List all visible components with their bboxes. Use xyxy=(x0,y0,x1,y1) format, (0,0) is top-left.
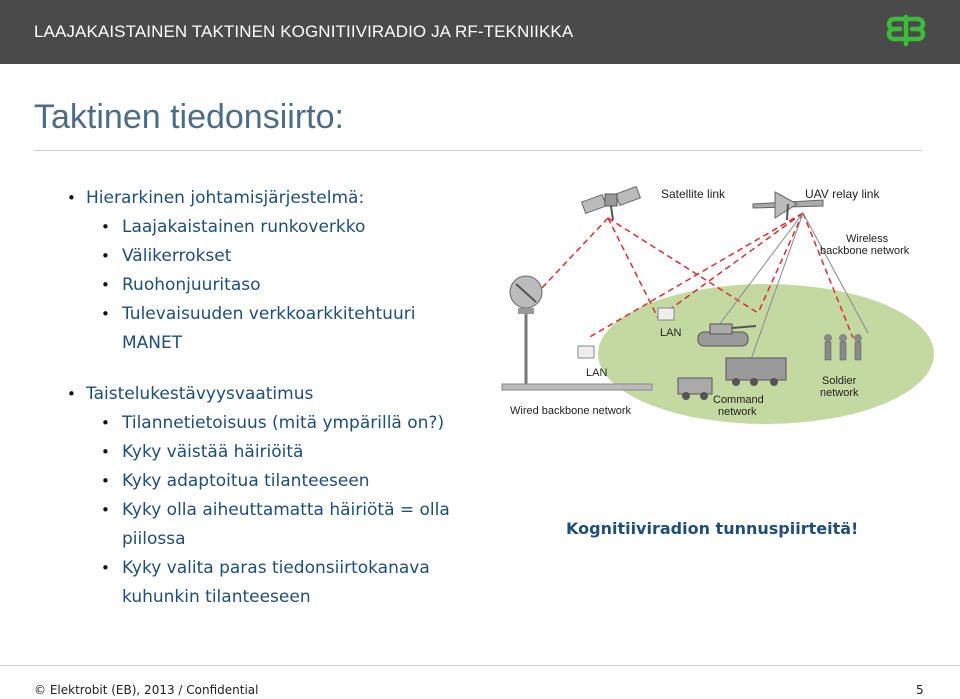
network-diagram xyxy=(498,168,938,428)
list-item: • Kyky adaptoitua tilanteeseen xyxy=(64,467,504,496)
wired-backbone-label: Wired backbone network xyxy=(510,405,632,417)
ground-station-icon xyxy=(510,276,542,388)
list-item: kuhunkin tilanteeseen xyxy=(122,587,311,607)
command-label-line1: Command xyxy=(713,394,764,406)
list-item: • Laajakaistainen runkoverkko xyxy=(64,213,504,242)
list-item: • Ruohonjuuritaso xyxy=(64,271,504,300)
network-area xyxy=(598,284,934,424)
uav-relay-label: UAV relay link xyxy=(805,187,880,201)
list-item: • Välikerrokset xyxy=(64,242,504,271)
wired-backbone-cable xyxy=(502,384,652,390)
callout-text: Kognitiiviradion tunnuspiirteitä! xyxy=(566,519,859,538)
header-title: LAAJAKAISTAINEN TAKTINEN KOGNITIIVIRADIO JA RF-TEKNIIKKA xyxy=(34,22,574,41)
slide-title: Taktinen tiedonsiirto: xyxy=(34,98,344,136)
bullet-list xyxy=(64,184,504,612)
lan-box-icon xyxy=(658,308,674,320)
satellite-link-label: Satellite link xyxy=(661,187,726,201)
title-divider xyxy=(34,150,922,151)
footer-divider xyxy=(0,665,960,666)
list-item: • Tulevaisuuden verkkoarkkitehtuuri xyxy=(64,300,504,329)
list-item: • Kyky olla aiheuttamatta häiriötä = olla xyxy=(64,496,504,525)
list-item: piilossa xyxy=(122,529,186,549)
wireless-label-line1: Wireless xyxy=(846,233,889,245)
list-item: • Tilannetietoisuus (mitä ympärillä on?) xyxy=(64,409,504,438)
bullet-heading-2: • Taistelukestävyysvaatimus xyxy=(64,380,504,409)
lan-label: LAN xyxy=(586,367,608,379)
list-item: MANET xyxy=(122,333,183,353)
command-label-line2: network xyxy=(718,406,757,418)
list-item: • Kyky väistää häiriöitä xyxy=(64,438,504,467)
lan-label: LAN xyxy=(660,327,682,339)
page-number: 5 xyxy=(916,683,924,697)
command-vehicle-icon xyxy=(726,358,786,386)
list-item: • Kyky valita paras tiedonsiirtokanava xyxy=(64,554,504,583)
bullet-heading-1: • Hierarkinen johtamisjärjestelmä: xyxy=(64,184,504,213)
soldier-label-line1: Soldier xyxy=(822,375,857,387)
footer-copyright: © Elektrobit (EB), 2013 / Confidential xyxy=(34,683,259,697)
wireless-label-line2: backbone network xyxy=(820,245,910,257)
soldiers-icon xyxy=(825,335,862,361)
eb-logo-icon xyxy=(886,14,928,50)
header-bar xyxy=(0,0,960,64)
lan-box-icon xyxy=(578,346,594,358)
satellite-icon xyxy=(582,187,641,220)
soldier-label-line2: network xyxy=(820,387,859,399)
